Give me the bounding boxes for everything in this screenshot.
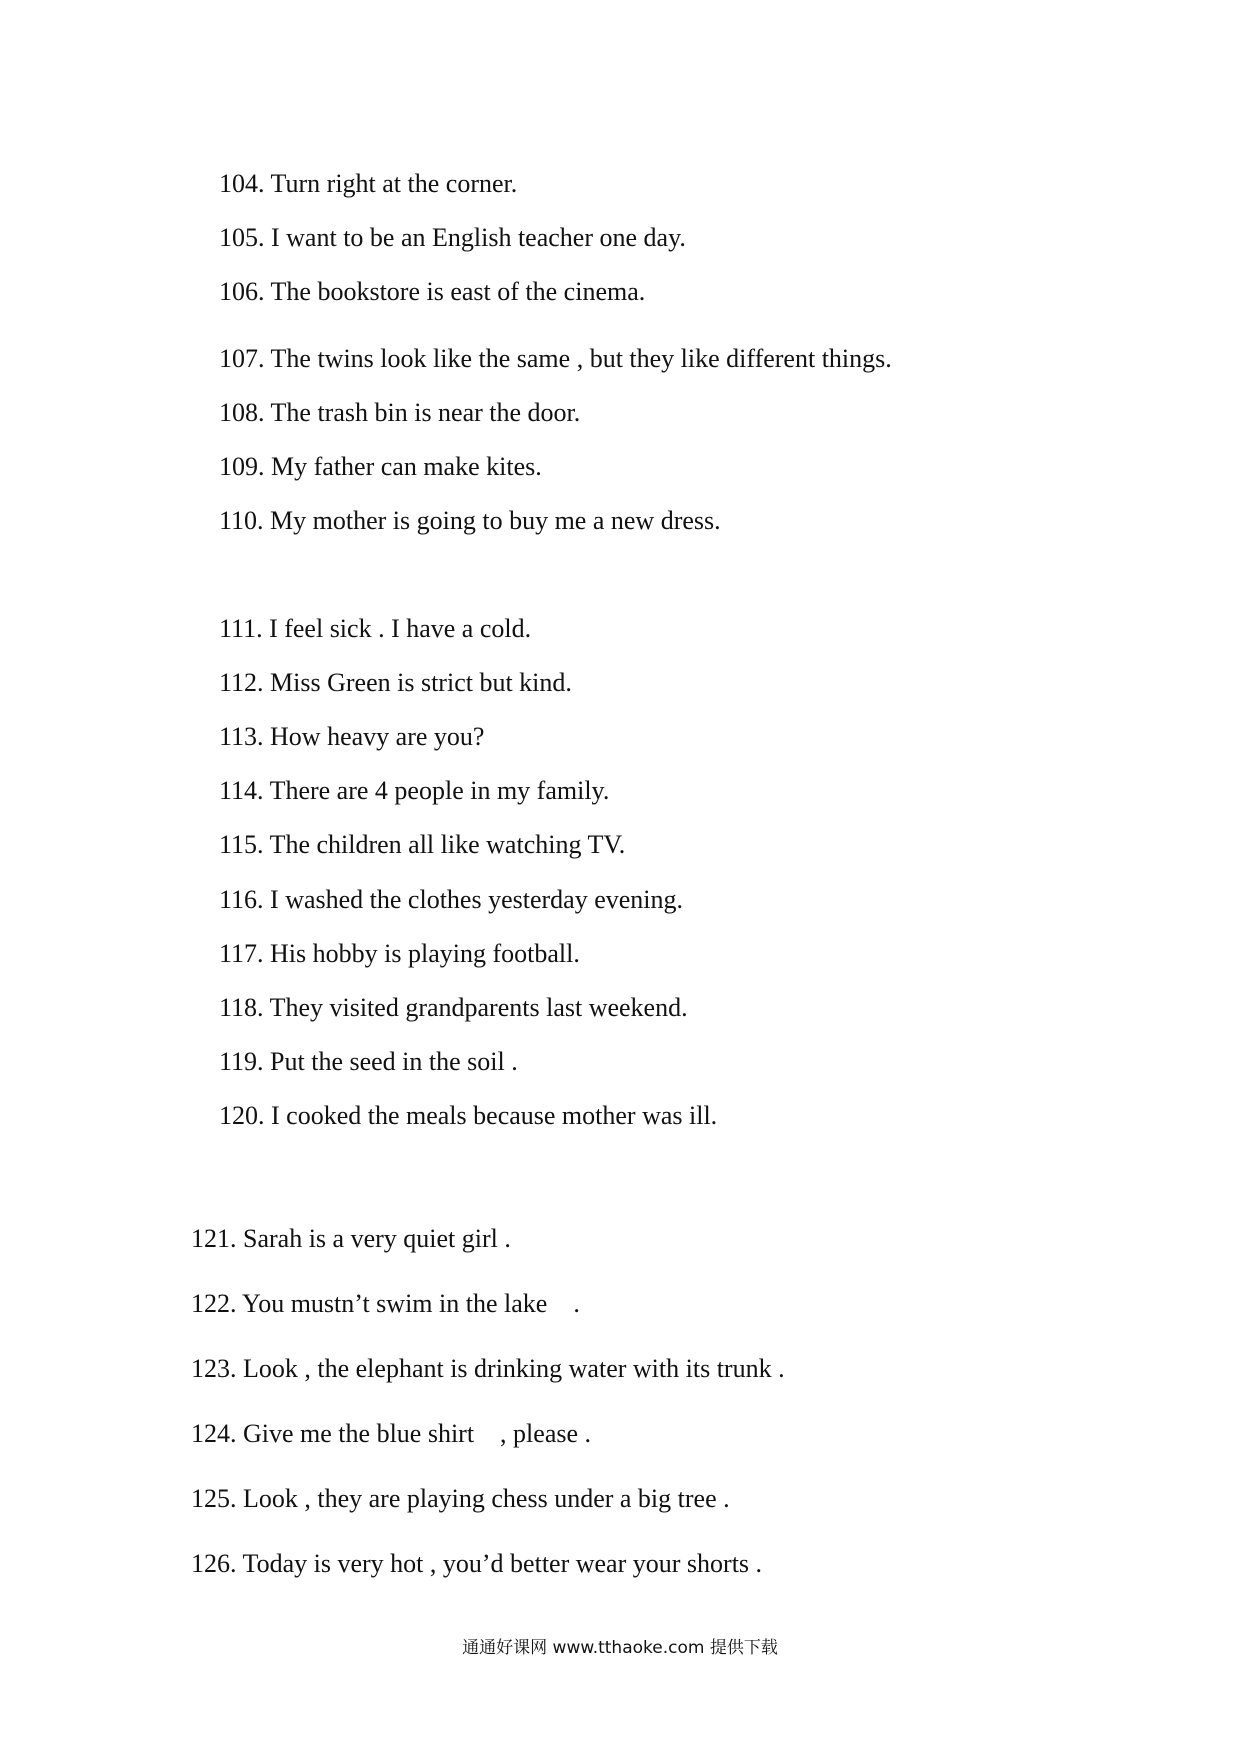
sentence-107: 107. The twins look like the same , but they like different things.	[219, 344, 892, 373]
sentence-116: 116. I washed the clothes yesterday evening.	[219, 885, 684, 914]
sentence-114: 114. There are 4 people in my family.	[219, 776, 610, 805]
sentence-106: 106. The bookstore is east of the cinema.	[219, 277, 646, 306]
sentence-105: 105. I want to be an English teacher one day.	[219, 223, 686, 252]
sentence-119: 119. Put the seed in the soil .	[219, 1047, 518, 1076]
sentence-104: 104. Turn right at the corner.	[219, 169, 518, 198]
sentence-112: 112. Miss Green is strict but kind.	[219, 668, 572, 697]
sentence-118: 118. They visited grandparents last weekend.	[219, 993, 688, 1022]
sentence-123: 123. Look , the elephant is drinking water with its trunk .	[191, 1354, 785, 1383]
sentence-113: 113. How heavy are you?	[219, 722, 485, 751]
sentence-121: 121. Sarah is a very quiet girl .	[191, 1224, 511, 1253]
sentence-124: 124. Give me the blue shirt , please .	[191, 1419, 592, 1448]
sentence-109: 109. My father can make kites.	[219, 452, 542, 481]
sentence-126: 126. Today is very hot , you’d better wear your shorts .	[191, 1549, 763, 1578]
sentence-117: 117. His hobby is playing football.	[219, 939, 580, 968]
sentence-111: 111. I feel sick . I have a cold.	[219, 614, 532, 643]
sentence-110: 110. My mother is going to buy me a new dress.	[219, 506, 721, 535]
page-footer: 通通好课网 www.tthaoke.com 提供下载	[462, 1638, 778, 1658]
sentence-122: 122. You mustn’t swim in the lake .	[191, 1289, 580, 1318]
sentence-115: 115. The children all like watching TV.	[219, 830, 626, 859]
sentence-108: 108. The trash bin is near the door.	[219, 398, 581, 427]
sentence-125: 125. Look , they are playing chess under a big tree .	[191, 1484, 730, 1513]
sentence-120: 120. I cooked the meals because mother was ill.	[219, 1101, 718, 1130]
